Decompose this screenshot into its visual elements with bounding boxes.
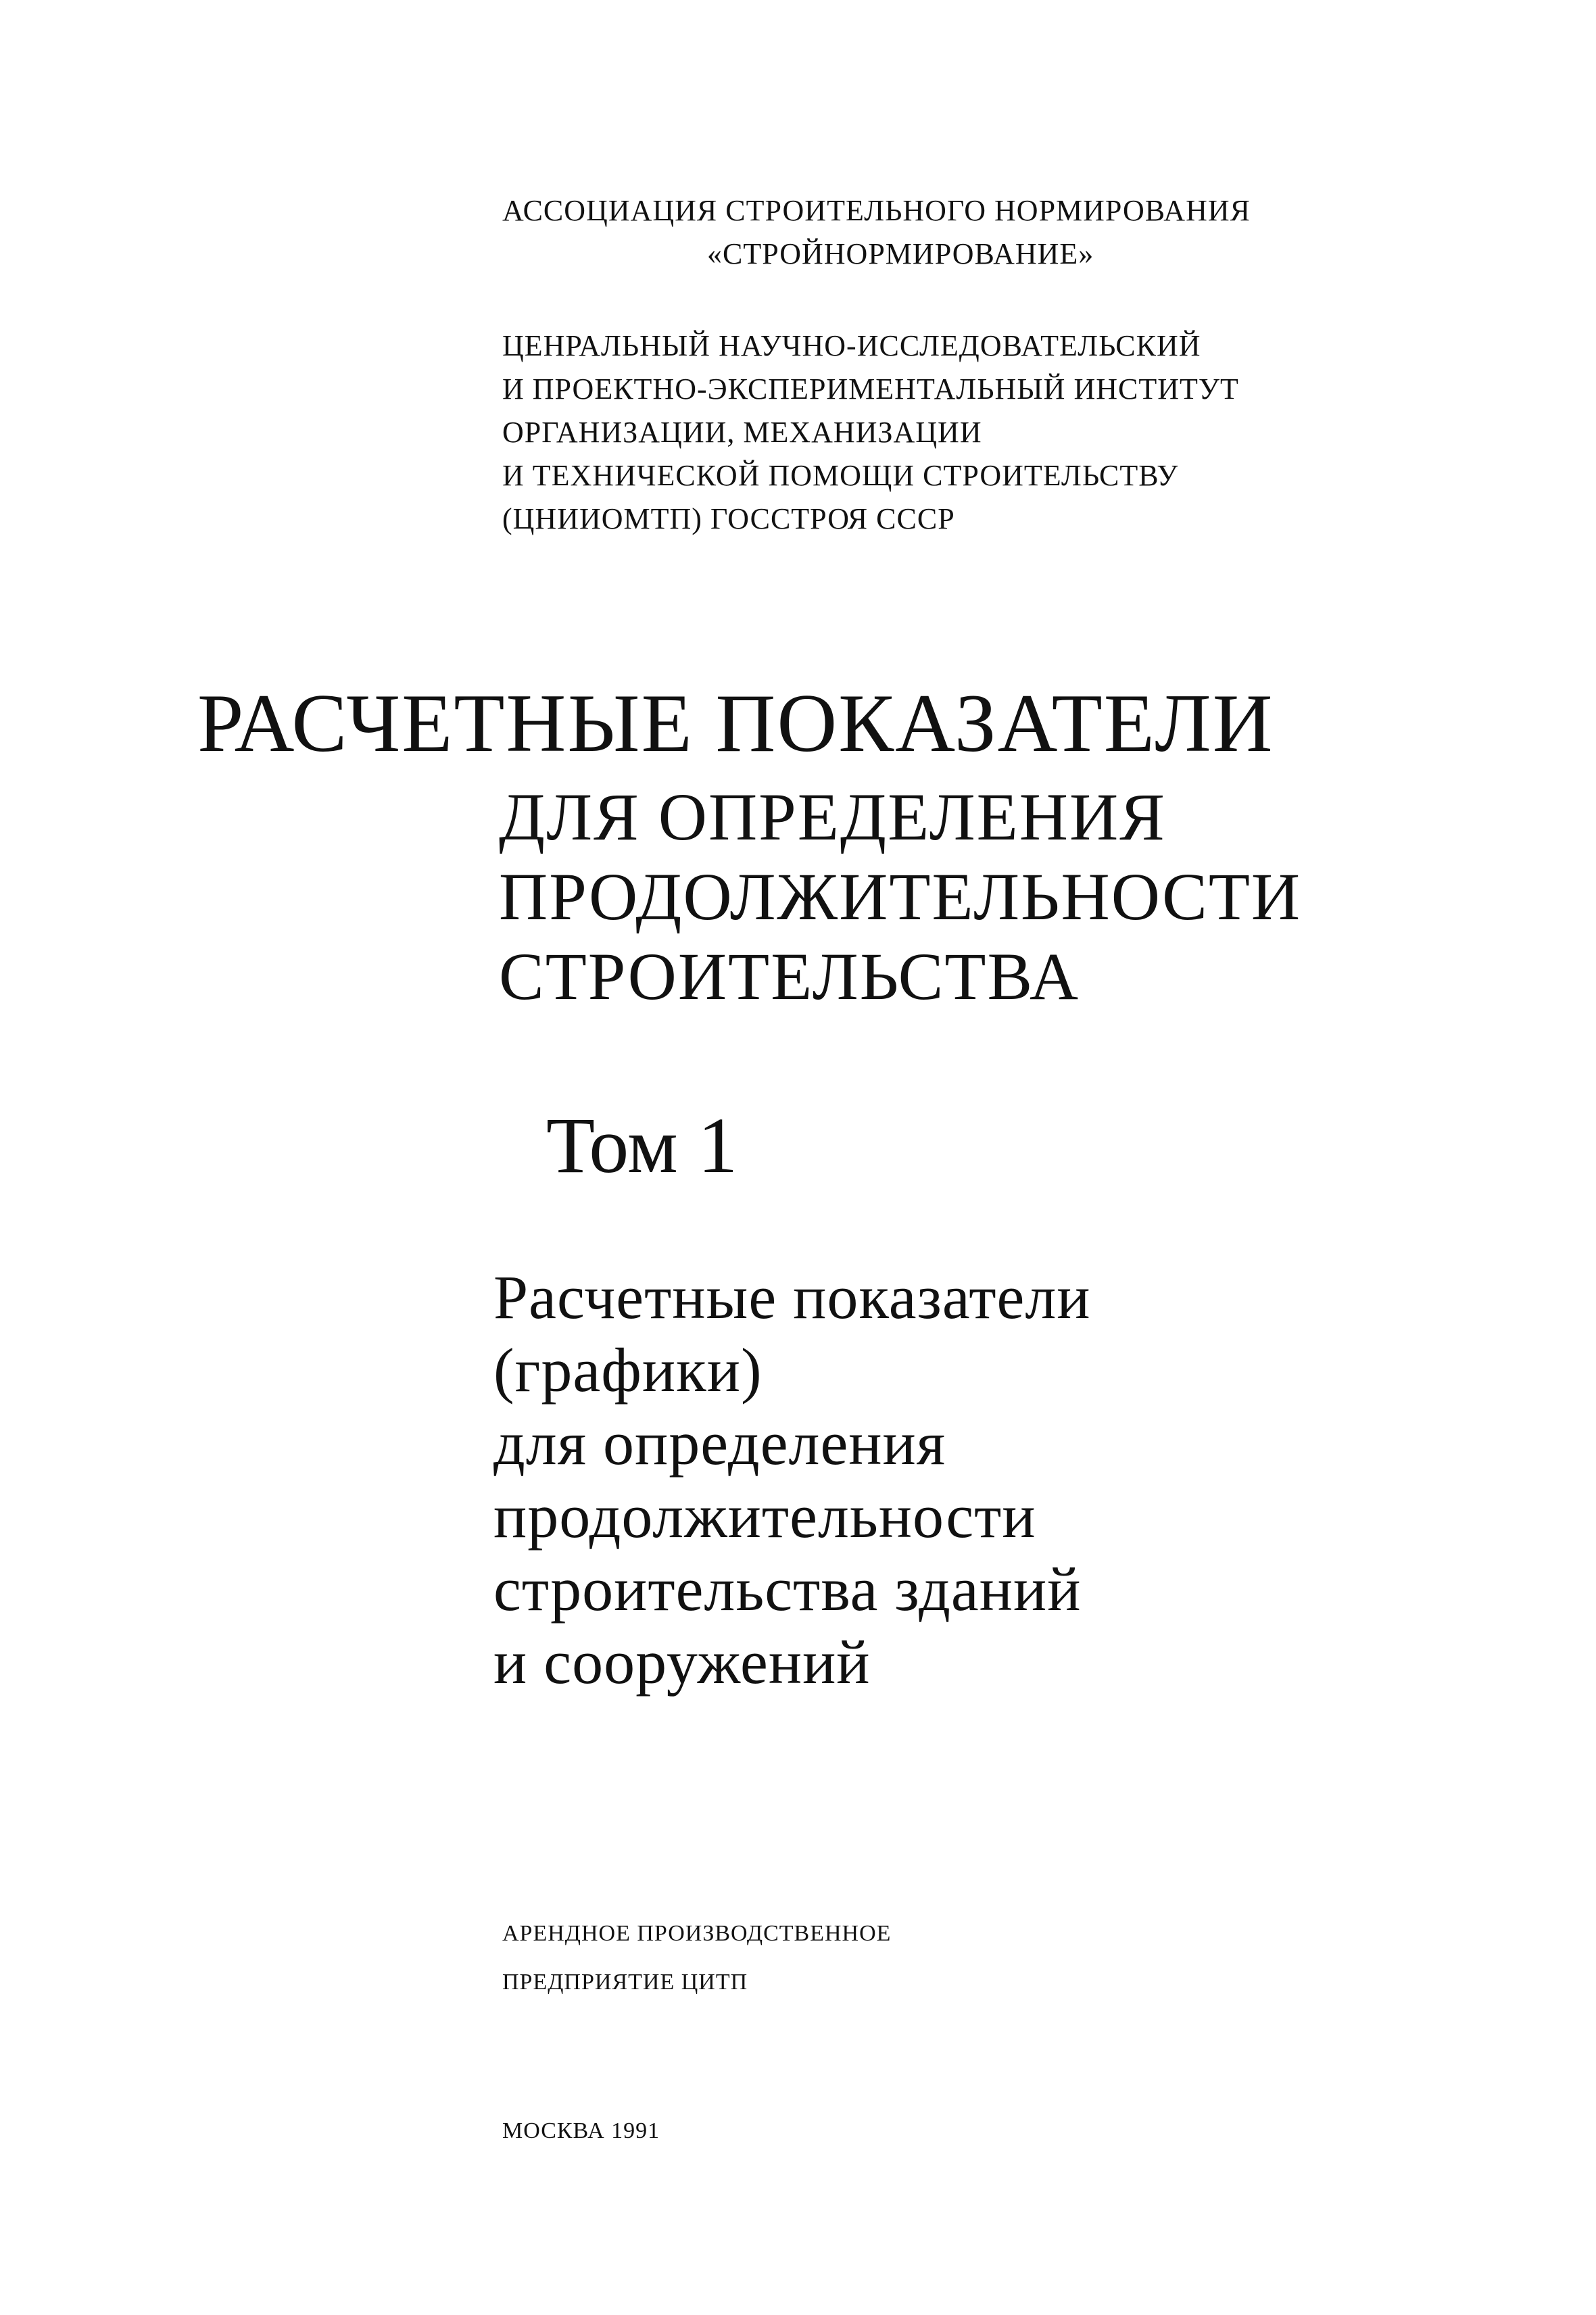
description-line: для определения — [493, 1409, 946, 1478]
title-main: РАСЧЕТНЫЕ ПОКАЗАТЕЛИ — [197, 677, 1274, 769]
association-short-name: «СТРОЙНОРМИРОВАНИЕ» — [707, 237, 1094, 270]
institute-line: ОРГАНИЗАЦИИ, МЕХАНИЗАЦИИ — [502, 416, 982, 449]
institute-line: (ЦНИИОМТП) ГОССТРОЯ СССР — [502, 502, 955, 535]
description-line: и сооружений — [493, 1628, 871, 1697]
description-line: Расчетные показатели — [493, 1263, 1091, 1332]
publisher-line: АРЕНДНОЕ ПРОИЗВОДСТВЕННОЕ — [502, 1921, 892, 1946]
description-line: строительства зданий — [493, 1555, 1082, 1624]
document-subtitle — [499, 777, 1445, 1017]
document-title — [197, 676, 1482, 771]
place-and-year: МОСКВА 1991 — [502, 2118, 660, 2143]
description-line: продолжительности — [493, 1482, 1036, 1551]
description-line: (графики) — [493, 1336, 763, 1405]
association-header — [502, 189, 1381, 276]
institute-line: И ТЕХНИЧЕСКОЙ ПОМОЩИ СТРОИТЕЛЬСТВУ — [502, 459, 1179, 492]
publisher — [502, 1909, 1178, 2007]
institute-line: И ПРОЕКТНО-ЭКСПЕРИМЕНТАЛЬНЫЙ ИНСТИТУТ — [502, 372, 1239, 406]
publisher-line: ПРЕДПРИЯТИЕ ЦИТП — [502, 1970, 748, 1995]
subtitle-line: ПРОДОЛЖИТЕЛЬНОСТИ — [499, 859, 1302, 934]
volume-description — [493, 1261, 1372, 1699]
subtitle-line: ДЛЯ ОПРЕДЕЛЕНИЯ — [499, 779, 1166, 854]
institute-header — [502, 324, 1381, 541]
volume-label: Том 1 — [546, 1101, 738, 1190]
association-name: АССОЦИАЦИЯ СТРОИТЕЛЬНОГО НОРМИРОВАНИЯ — [502, 194, 1251, 227]
subtitle-line: СТРОИТЕЛЬСТВА — [499, 939, 1080, 1014]
institute-line: ЦЕНРАЛЬНЫЙ НАУЧНО-ИССЛЕДОВАТЕЛЬСКИЙ — [502, 329, 1201, 362]
